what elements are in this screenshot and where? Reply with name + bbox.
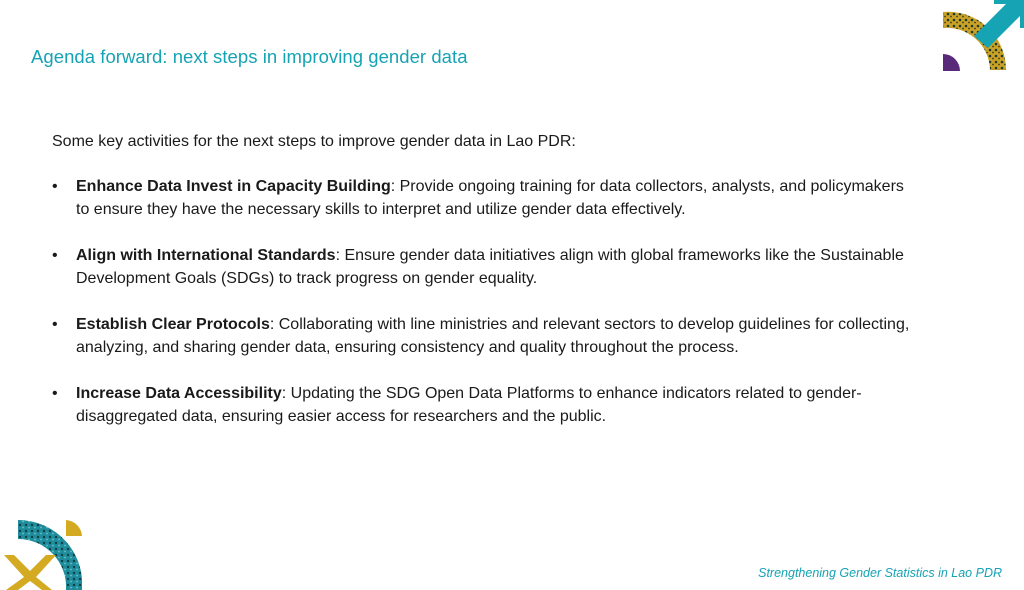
arrow-logo-icon: [940, 0, 1024, 74]
bullet-list: [52, 175, 912, 428]
bullet-dot-icon: •: [52, 178, 58, 195]
bullet-term: Align with International Standards: [76, 247, 336, 264]
bullet-text: : Provide ongoing training for data collectors, analysts, and policymakers to ensure they have the necessary skills to interpret and utilize gender data effectively.: [76, 178, 904, 218]
bullet-term: Enhance Data Invest in Capacity Building: [76, 178, 391, 195]
bullet-dot-icon: •: [52, 385, 58, 402]
bullet-text: : Ensure gender data initiatives align with global frameworks like the Sustainable Development Goals (SDGs) to track progress on gender equality.: [76, 247, 904, 287]
cross-logo-icon: [0, 517, 84, 590]
bullet-text: : Updating the SDG Open Data Platforms to enhance indicators related to gender-disaggregated data, ensuring easier access for researchers and the public.: [76, 385, 862, 425]
content-body: [52, 130, 912, 451]
bullet-item: [52, 382, 912, 428]
bullet-dot-icon: •: [52, 247, 58, 264]
bullet-term: Establish Clear Protocols: [76, 316, 270, 333]
bullet-item: [52, 244, 912, 290]
intro-text: Some key activities for the next steps to improve gender data in Lao PDR:: [52, 133, 576, 150]
bullet-dot-icon: •: [52, 316, 58, 333]
bullet-text: : Collaborating with line ministries and relevant sectors to develop guidelines for collecting, analyzing, and sharing gender data, ensuring consistency and quality throughout the process.: [76, 316, 910, 356]
slide-title: Agenda forward: next steps in improving gender data: [31, 46, 468, 67]
bullet-item: [52, 313, 912, 359]
footer-text: Strengthening Gender Statistics in Lao PDR: [758, 566, 1002, 580]
bullet-term: Increase Data Accessibility: [76, 385, 282, 402]
bullet-item: [52, 175, 912, 221]
